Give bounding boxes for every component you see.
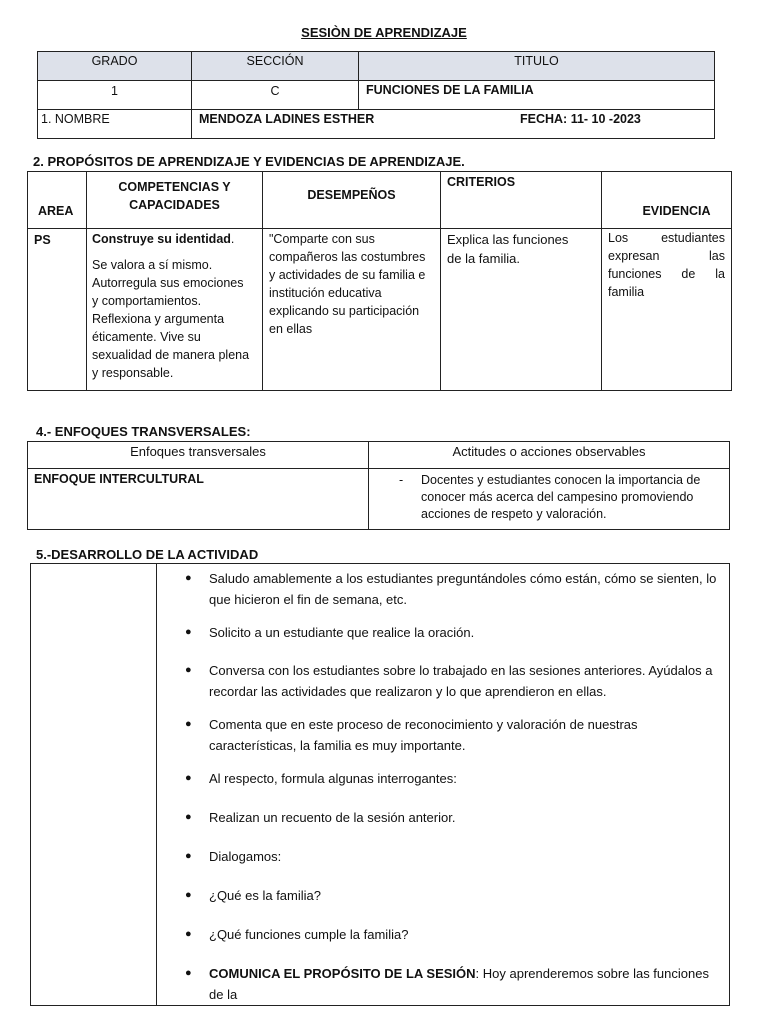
item-line: ¿Qué funciones cumple la familia? xyxy=(209,927,409,942)
capacidad-line: sexualidad de manera plena xyxy=(92,348,250,362)
evidencia-line xyxy=(608,265,725,283)
seccion-value: C xyxy=(192,81,359,110)
header-seccion: SECCIÓN xyxy=(192,52,359,81)
desempeno-line: y actividades de su familia e xyxy=(269,268,426,282)
header-area xyxy=(28,172,87,229)
bullet-icon: ● xyxy=(185,664,192,676)
list-item xyxy=(157,768,729,789)
accion-line: conocer más acerca del campesino promoviendo xyxy=(421,490,694,504)
capacidad-line: y comportamientos. xyxy=(92,294,202,308)
purpose-text: : Hoy aprenderemos sobre las funciones de la xyxy=(209,966,709,1002)
bullet-icon: ● xyxy=(185,928,192,940)
acciones-dash: - xyxy=(399,473,404,487)
header-titulo: TITULO xyxy=(359,52,715,81)
competencia-name: Construye su identidad xyxy=(92,232,231,246)
section5-heading: 5.-DESARROLLO DE LA ACTIVIDAD xyxy=(36,547,259,562)
header-competencias-line1: COMPETENCIAS Y xyxy=(118,180,231,194)
evidencia-line-text: funciones de la xyxy=(608,267,725,281)
list-item xyxy=(157,622,729,643)
header-desempenos xyxy=(263,172,441,229)
desempeno-cell xyxy=(263,229,441,391)
list-item xyxy=(157,846,729,867)
nombre-label: 1. NOMBRE xyxy=(38,110,192,139)
actividad-content-cell xyxy=(157,564,730,1006)
desempeno-line: "Comparte con sus xyxy=(269,232,375,246)
criterio-line: de la familia. xyxy=(447,251,520,266)
evidencia-line-text: Los estudiantes xyxy=(608,231,725,245)
actividad-table xyxy=(30,563,730,1006)
fecha-value: FECHA: 11- 10 -2023 xyxy=(520,112,641,126)
item-line: recordar las actividades que realizaron y lo que aprendieron en ellas. xyxy=(209,684,607,699)
evidencia-line: familia xyxy=(608,285,645,299)
area-value xyxy=(28,229,87,391)
accion-line: acciones de respeto y valoración. xyxy=(421,507,607,521)
evidencia-line xyxy=(608,229,725,247)
header-evidencia-text: EVIDENCIA xyxy=(642,204,711,218)
bullet-icon: ● xyxy=(185,572,192,584)
bullet-icon: ● xyxy=(185,772,192,784)
competencia-tail: . xyxy=(230,232,235,246)
header-area-text: AREA xyxy=(38,204,74,218)
capacidad-line: Se valora a sí mismo. xyxy=(92,258,213,272)
bullet-icon: ● xyxy=(185,889,192,901)
info-table xyxy=(37,51,715,139)
list-item xyxy=(157,885,729,906)
bullet-icon: ● xyxy=(185,967,192,979)
purposes-table xyxy=(27,171,732,391)
desempeno-line: en ellas xyxy=(269,322,313,336)
capacidad-line: éticamente. Vive su xyxy=(92,330,201,344)
enfoque-value: ENFOQUE INTERCULTURAL xyxy=(28,469,369,530)
header-competencias-line2: CAPACIDADES xyxy=(129,198,220,212)
bullet-icon: ● xyxy=(185,850,192,862)
item-line: Conversa con los estudiantes sobre lo trabajado en las sesiones anteriores. Ayúdalos a xyxy=(209,663,713,678)
capacidad-line: Reflexiona y argumenta xyxy=(92,312,225,326)
list-item xyxy=(157,924,729,945)
evidencia-line xyxy=(608,247,725,265)
item-line: que hicieron el fin de semana, etc. xyxy=(209,592,408,607)
list-item xyxy=(157,714,729,756)
header-desempenos-text: DESEMPEÑOS xyxy=(307,188,396,202)
titulo-value: FUNCIONES DE LA FAMILIA xyxy=(359,81,715,110)
desempeno-line: explicando su participación xyxy=(269,304,420,318)
grado-value: 1 xyxy=(38,81,192,110)
item-line: características, la familia es muy importante. xyxy=(209,738,466,753)
list-item xyxy=(157,568,729,610)
header-evidencia xyxy=(602,172,732,229)
evidencia-cell xyxy=(602,229,732,391)
header-criterios xyxy=(441,172,602,229)
list-item xyxy=(157,660,729,702)
item-line: Realizan un recuento de la sesión anterior. xyxy=(209,810,456,825)
header-competencias xyxy=(87,172,263,229)
competencias-cell xyxy=(87,229,263,391)
bullet-icon: ● xyxy=(185,718,192,730)
header-criterios-text: CRITERIOS xyxy=(447,175,516,189)
area-value-text: PS xyxy=(34,233,51,247)
activity-list xyxy=(157,568,729,1005)
item-line: Solicito a un estudiante que realice la oración. xyxy=(209,625,475,640)
actividad-stage-cell xyxy=(31,564,157,1006)
criterio-cell xyxy=(441,229,602,391)
list-item xyxy=(157,963,729,1005)
bullet-icon: ● xyxy=(185,626,192,638)
evidencia-line-text: expresan las xyxy=(608,249,725,263)
section4-heading: 4.- ENFOQUES TRANSVERSALES: xyxy=(36,424,251,439)
list-item xyxy=(157,807,729,828)
competencia-title xyxy=(92,230,258,248)
header-grado: GRADO xyxy=(38,52,192,81)
acciones-text xyxy=(369,472,721,523)
criterio-line: Explica las funciones xyxy=(447,232,569,247)
nombre-value: MENDOZA LADINES ESTHER xyxy=(199,112,375,126)
desempeno-line: institución educativa xyxy=(269,286,382,300)
purpose-label: COMUNICA EL PROPÓSITO DE LA SESIÓN xyxy=(209,966,476,981)
item-line: Comenta que en este proceso de reconocimiento y valoración de nuestras xyxy=(209,717,638,732)
header-actitudes: Actitudes o acciones observables xyxy=(369,442,730,469)
item-line: Dialogamos: xyxy=(209,849,282,864)
enfoques-table xyxy=(27,441,730,530)
capacidad-line: y responsable. xyxy=(92,366,174,380)
bullet-icon: ● xyxy=(185,811,192,823)
item-line: ¿Qué es la familia? xyxy=(209,888,321,903)
document-title: SESIÒN DE APRENDIZAJE xyxy=(301,25,467,40)
item-line: Al respecto, formula algunas interrogantes: xyxy=(209,771,457,786)
capacidad-line: Autorregula sus emociones xyxy=(92,276,244,290)
desempeno-line: compañeros las costumbres xyxy=(269,250,426,264)
nombre-cell xyxy=(192,110,715,139)
item-line: Saludo amablemente a los estudiantes preguntándoles cómo están, cómo se sienten, lo xyxy=(209,571,717,586)
section2-heading: 2. PROPÓSITOS DE APRENDIZAJE Y EVIDENCIAS DE APRENDIZAJE. xyxy=(33,154,465,169)
accion-line: Docentes y estudiantes conocen la importancia de xyxy=(421,473,701,487)
item-line xyxy=(209,963,719,1005)
header-enfoques: Enfoques transversales xyxy=(28,442,369,469)
acciones-cell xyxy=(369,469,730,530)
